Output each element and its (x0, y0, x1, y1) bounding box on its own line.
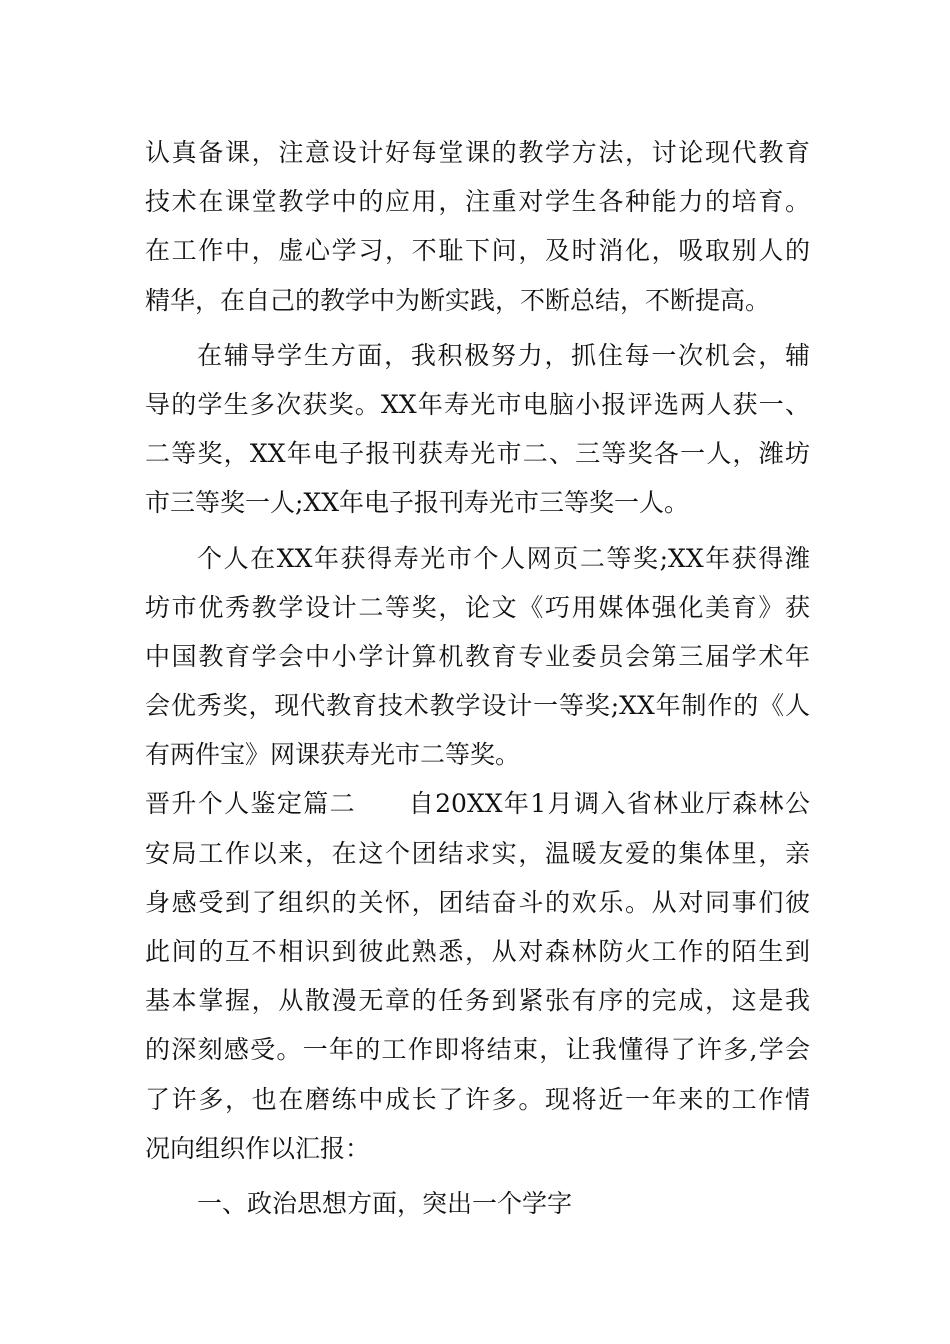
text-line: 身感受到了组织的关怀，团结奋斗的欢乐。从对同事们彼 (145, 887, 810, 917)
text-line: 况向组织作以汇报： (145, 1133, 371, 1163)
document-body (145, 128, 810, 1228)
paragraph-first-line: 在辅导学生方面，我积极努力，抓住每一次机会，辅 (197, 340, 810, 370)
text-line: 精华，在自己的教学中为断实践，不断总结，不断提高。 (145, 285, 771, 315)
text-line: 认真备课，注意设计好每堂课的教学方法，讨论现代教育 (145, 138, 810, 167)
text-line: 市三等奖一人;XX年电子报刊寿光市三等奖一人。 (145, 488, 690, 518)
text-line: 坊市优秀教学设计二等奖，论文《巧用媒体强化美育》获 (145, 592, 810, 622)
text-line: 有两件宝》网课获寿光市二等奖。 (145, 740, 521, 770)
text-line: 导的学生多次获奖。XX年寿光市电脑小报评选两人获一、 (145, 389, 810, 419)
text-line: 技术在课堂教学中的应用，注重对学生各种能力的培育。 (145, 187, 810, 217)
paragraph-first-line: 个人在XX年获得寿光市个人网页二等奖;XX年获得潍 (197, 543, 810, 573)
text-line: 此间的互不相识到彼此熟悉，从对森林防火工作的陌生到 (145, 937, 810, 966)
text-line: 会优秀奖，现代教育技术教学设计一等奖;XX年制作的《人 (145, 691, 810, 721)
text-line: 在工作中，虚心学习，不耻下问，及时消化，吸取别人的 (145, 236, 810, 266)
text-line: 二等奖，XX年电子报刊获寿光市二、三等奖各一人，潍坊 (145, 439, 810, 469)
text-line: 基本掌握，从散漫无章的任务到紧张有序的完成，这是我 (145, 986, 810, 1016)
subsection-heading: 一、政治思想方面，突出一个学字 (197, 1188, 573, 1218)
text-line: 中国教育学会中小学计算机教育专业委员会第三届学术年 (145, 641, 810, 671)
text-line: 安局工作以来，在这个团结求实，温暖友爱的集体里，亲 (145, 838, 810, 868)
section-heading-line: 晋升个人鉴定篇二 自20XX年1月调入省林业厅森林公 (145, 789, 810, 819)
text-line: 了许多，也在磨练中成长了许多。现将近一年来的工作情 (145, 1084, 810, 1114)
text-line: 的深刻感受。一年的工作即将结束，让我懂得了许多,学会 (145, 1035, 810, 1065)
